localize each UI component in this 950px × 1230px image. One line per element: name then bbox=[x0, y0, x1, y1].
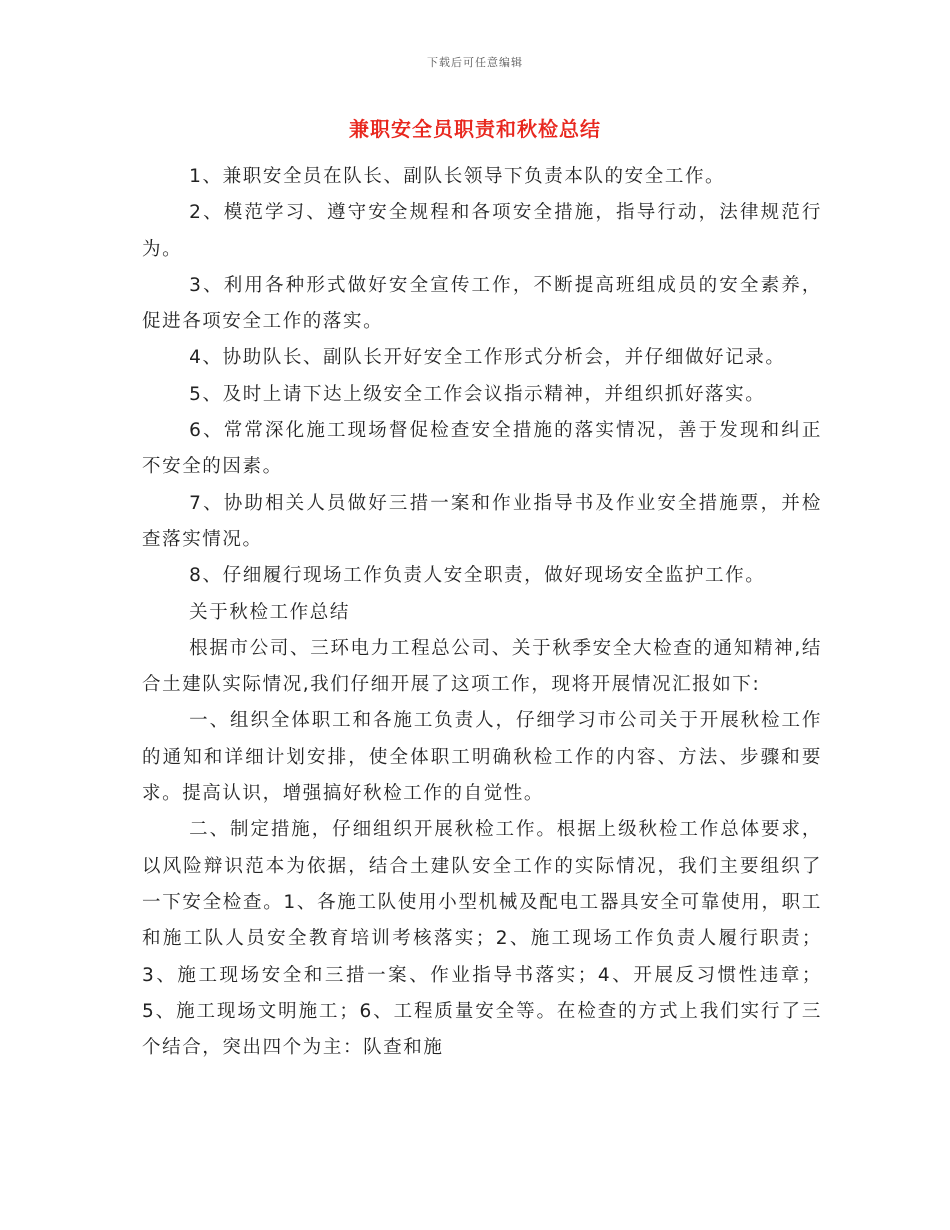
duty-item-6: 6、常常深化施工现场督促检查安全措施的落实情况，善于发现和纠正不安全的因素。 bbox=[142, 420, 822, 478]
summary-part-2: 二、制定措施，仔细组织开展秋检工作。根据上级秋检工作总体要求，以风险辩识范本为依据，结合土建队安全工作的实际情况，我们主要组织了一下安全检查。1、各施工队使用小型机械及配电工器具安全可靠使用，职工和施工队人员安全教育培训考核落实；2、施工现场工作负责人履行职责；3、施工现场安全和三措一案、作业指导书落实；4、开展反习惯性违章；5、施工现场文明施工；6、工程质量安全等。在检查的方式上我们实行了三个结合，突出四个为主：队查和施 bbox=[142, 819, 822, 1059]
duty-item-1: 1、兼职安全员在队长、副队长领导下负责本队的安全工作。 bbox=[189, 166, 726, 187]
duty-item-5: 5、及时上请下达上级安全工作会议指示精神，并组织抓好落实。 bbox=[189, 383, 766, 405]
document-body bbox=[142, 159, 822, 1066]
summary-intro: 根据市公司、三环电力工程总公司、关于秋季安全大检查的通知精神,结合土建队实际情况,我们仔细开展了这项工作，现将开展情况汇报如下: bbox=[142, 637, 822, 696]
duty-item-8: 8、仔细履行现场工作负责人安全职责，做好现场安全监护工作。 bbox=[189, 565, 766, 587]
document-title: 兼职安全员职责和秋检总结 bbox=[349, 117, 601, 141]
header-note: 下载后可任意编辑 bbox=[427, 56, 523, 69]
duty-item-4: 4、协助队长、副队长开好安全工作形式分析会，并仔细做好记录。 bbox=[189, 347, 786, 369]
section-heading: 关于秋检工作总结 bbox=[189, 601, 350, 623]
duty-item-7: 7、协助相关人员做好三措一案和作业指导书及作业安全措施票，并检查落实情况。 bbox=[142, 492, 822, 550]
summary-part-1: 一、组织全体职工和各施工负责人，仔细学习市公司关于开展秋检工作的通知和详细计划安排，使全体职工明确秋检工作的内容、方法、步骤和要求。提高认识，增强搞好秋检工作的自觉性。 bbox=[142, 710, 822, 805]
duty-item-3: 3、利用各种形式做好安全宣传工作，不断提高班组成员的安全素养，促进各项安全工作的落实。 bbox=[142, 274, 822, 333]
duty-item-2: 2、模范学习、遵守安全规程和各项安全措施，指导行动，法律规范行为。 bbox=[142, 202, 822, 260]
